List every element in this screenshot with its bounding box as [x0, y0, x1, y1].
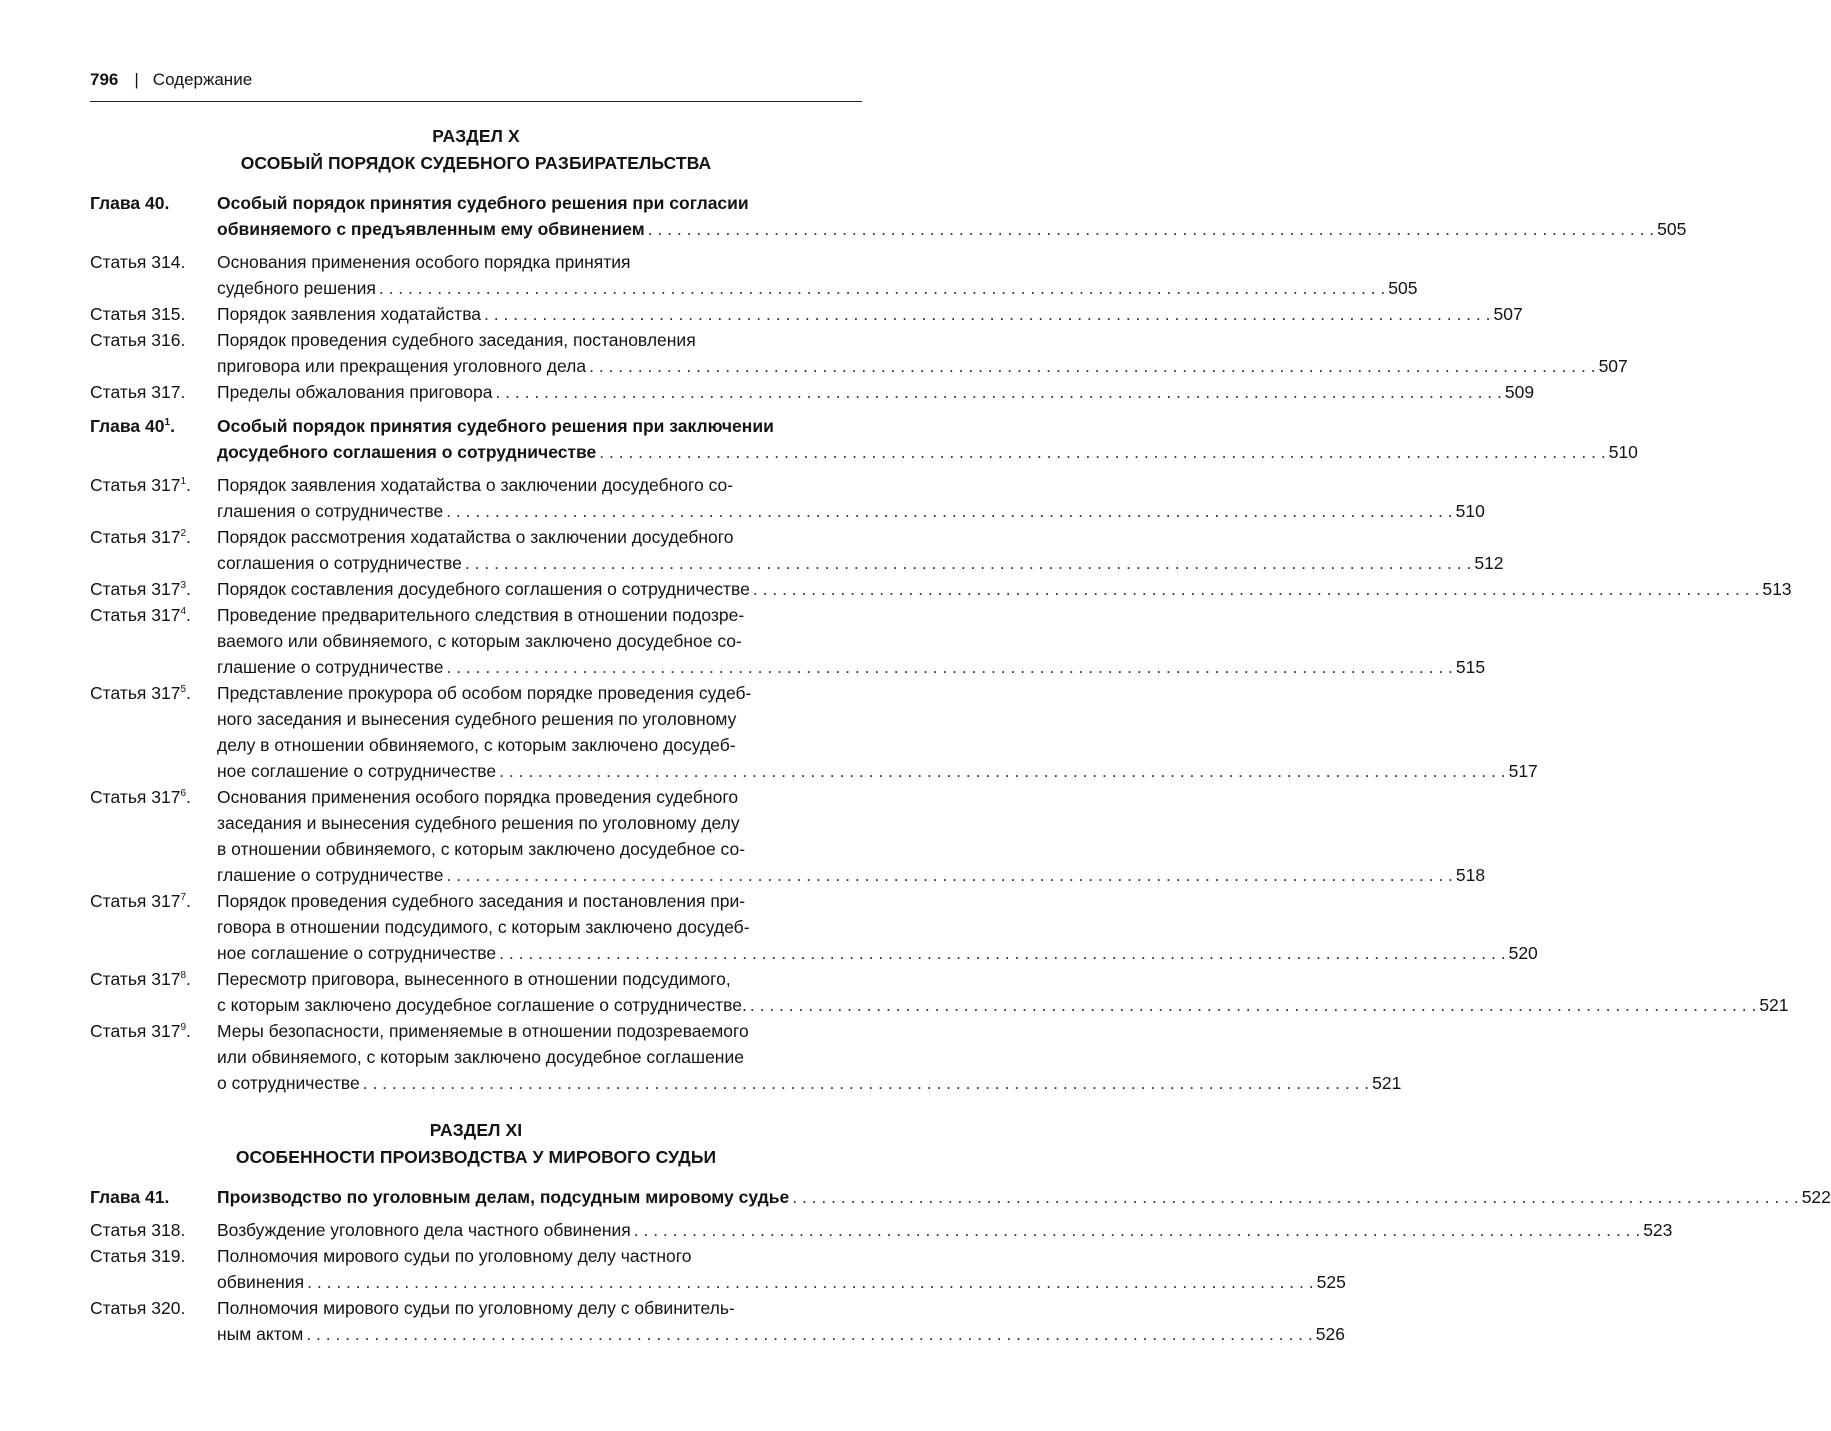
entry-title [217, 327, 1628, 379]
entry-label [90, 1217, 217, 1243]
entry-title [217, 413, 1638, 465]
label-suffix: . [170, 416, 175, 436]
dot-leader [753, 576, 1759, 602]
dot-leader [589, 353, 1595, 379]
title-line [217, 379, 1534, 405]
title-text: в отношении обвиняемого, с которым заключено досудебное со- [217, 839, 746, 859]
title-text: Основания применения особого порядка проведения судебного [217, 787, 739, 807]
entry-title [217, 1217, 1672, 1243]
title-text: Порядок заявления ходатайства о заключении досудебного со- [217, 475, 734, 495]
title-text: досудебного соглашения о сотрудничестве [217, 442, 597, 462]
label-text: Статья 317 [90, 891, 181, 911]
title-text: соглашения о сотрудничестве [217, 553, 462, 573]
title-line [217, 940, 1538, 966]
label-text: Статья 317 [90, 527, 181, 547]
page-ref[interactable]: 517 [1508, 761, 1538, 781]
label-superscript: 5 [180, 684, 187, 695]
label-text: Глава 40. [90, 193, 170, 213]
dot-leader [446, 498, 1452, 524]
dot-leader [446, 654, 1452, 680]
title-line [217, 706, 1538, 732]
title-line [217, 888, 1538, 914]
title-text: Порядок составления досудебного соглашения о сотрудничестве [217, 579, 750, 599]
title-line [217, 472, 1485, 498]
dot-leader [307, 1269, 1313, 1295]
title-text: судебного решения [217, 278, 376, 298]
page-ref[interactable]: 505 [1657, 219, 1687, 239]
toc-chapter[interactable] [90, 190, 1687, 242]
title-line [217, 680, 1538, 706]
label-suffix: . [186, 605, 191, 625]
title-text: обвиняемого с предъявленным ему обвинением [217, 219, 645, 239]
entry-label [90, 1184, 217, 1210]
toc-article[interactable] [90, 379, 1535, 405]
page-ref[interactable]: 521 [1759, 995, 1789, 1015]
title-text: заседания и вынесения судебного решения по уголовному делу [217, 813, 740, 833]
title-text: Возбуждение уголовного дела частного обвинения [217, 1220, 631, 1240]
title-line [217, 1321, 1345, 1347]
entry-title [217, 680, 1538, 784]
entry-label [90, 1295, 217, 1347]
dot-leader [499, 940, 1505, 966]
toc-chapter[interactable] [90, 413, 1638, 465]
label-suffix: . [186, 475, 191, 495]
title-line [217, 810, 1485, 836]
toc-article[interactable] [90, 680, 1538, 784]
title-text: Полномочия мирового судьи по уголовному делу частного [217, 1246, 692, 1266]
title-line [217, 966, 1789, 992]
title-text: Порядок рассмотрения ходатайства о заключении досудебного [217, 527, 734, 547]
title-line [217, 914, 1538, 940]
title-line [217, 836, 1485, 862]
title-line [217, 301, 1523, 327]
entry-title [217, 1018, 1401, 1096]
label-text: Глава 40 [90, 416, 165, 436]
title-text: делу в отношении обвиняемого, с которым заключено досудеб- [217, 735, 736, 755]
title-text: Основания применения особого порядка принятия [217, 252, 631, 272]
title-line [217, 576, 1792, 602]
title-line [217, 550, 1504, 576]
label-text: Статья 317 [90, 1021, 181, 1041]
page-ref[interactable]: 510 [1608, 442, 1638, 462]
label-superscript: 7 [180, 892, 187, 903]
page-ref[interactable]: 518 [1455, 865, 1486, 885]
title-line [217, 498, 1485, 524]
title-line [217, 275, 1418, 301]
title-text: или обвиняемого, с которым заключено досудебное соглашение [217, 1047, 744, 1067]
label-text: Статья 318. [90, 1220, 186, 1240]
page-ref[interactable]: 507 [1598, 356, 1628, 376]
dot-leader [599, 439, 1605, 465]
dot-leader [484, 301, 1490, 327]
title-text: Пересмотр приговора, вынесенного в отношении подсудимого, [217, 969, 731, 989]
label-text: Статья 315. [90, 304, 186, 324]
label-suffix: . [186, 579, 191, 599]
toc-article[interactable] [90, 524, 1504, 576]
table-of-contents [90, 123, 1831, 1347]
label-text: Статья 317 [90, 605, 181, 625]
title-text: Порядок заявления ходатайства [217, 304, 482, 324]
title-line [217, 524, 1504, 550]
label-superscript: 8 [180, 970, 187, 981]
title-text: обвинения [217, 1272, 305, 1292]
title-line [217, 784, 1485, 810]
title-line [217, 327, 1628, 353]
entry-label [90, 301, 217, 327]
page-header [90, 70, 860, 90]
title-line [217, 1295, 1345, 1321]
title-text: Представление прокурора об особом порядке проведения судеб- [217, 683, 752, 703]
title-line [217, 862, 1485, 888]
title-line [217, 1070, 1401, 1096]
section-title: ОСОБЕННОСТИ ПРОИЗВОДСТВА У МИРОВОГО СУДЬИ [235, 1147, 717, 1167]
label-superscript: 6 [180, 788, 187, 799]
entry-label [90, 249, 217, 301]
entry-label [90, 576, 217, 602]
label-superscript: 1 [164, 417, 171, 428]
title-line [217, 249, 1418, 275]
entry-title [217, 576, 1792, 602]
title-line [217, 602, 1485, 628]
page-ref[interactable]: 510 [1455, 501, 1485, 521]
toc-article[interactable] [90, 966, 1789, 1018]
entry-title [217, 1184, 1831, 1210]
title-text: глашение о сотрудничестве [217, 657, 444, 677]
title-text: Производство по уголовным делам, подсудным мировому судье [217, 1187, 790, 1207]
label-text: Статья 314. [90, 252, 186, 272]
title-text: говора в отношении подсудимого, с которым заключено досудеб- [217, 917, 750, 937]
page-number: 796 [90, 70, 119, 89]
label-text: Статья 316. [90, 330, 186, 350]
entry-label [90, 888, 217, 966]
entry-label [90, 1243, 217, 1295]
title-line [217, 628, 1485, 654]
title-text: ное соглашение о сотрудничестве [217, 761, 497, 781]
entry-title [217, 1243, 1346, 1295]
dot-leader [499, 758, 1505, 784]
title-text: ное соглашение о сотрудничестве [217, 943, 497, 963]
title-text: ным актом [217, 1324, 304, 1344]
page-ref[interactable]: 522 [1801, 1187, 1831, 1207]
entry-label [90, 190, 217, 242]
running-title: Содержание [152, 70, 253, 89]
title-line [217, 216, 1686, 242]
entry-title [217, 966, 1789, 1018]
label-text: Статья 317 [90, 579, 181, 599]
title-line [217, 413, 1638, 439]
page-ref[interactable]: 520 [1508, 943, 1538, 963]
title-line [217, 758, 1538, 784]
label-text: Статья 317 [90, 683, 181, 703]
entry-title [217, 524, 1504, 576]
section-heading [90, 123, 862, 177]
dot-leader [648, 216, 1654, 242]
label-superscript: 4 [180, 606, 187, 617]
label-superscript: 1 [180, 476, 187, 487]
entry-label [90, 327, 217, 379]
page-ref[interactable]: 525 [1316, 1272, 1346, 1292]
title-line [217, 1184, 1831, 1210]
dot-leader [379, 275, 1385, 301]
label-suffix: . [186, 787, 191, 807]
title-line [217, 1243, 1346, 1269]
title-text: Особый порядок принятия судебного решения при заключении [217, 416, 774, 436]
entry-title [217, 472, 1485, 524]
section-number: РАЗДЕЛ XI [429, 1120, 523, 1140]
title-text: ваемого или обвиняемого, с которым заключено досудебное со- [217, 631, 742, 651]
toc-article[interactable] [90, 327, 1628, 379]
title-line [217, 1018, 1401, 1044]
dot-leader [792, 1184, 1798, 1210]
title-text: глашения о сотрудничестве [217, 501, 444, 521]
entry-title [217, 784, 1485, 888]
page-ref[interactable]: 509 [1504, 382, 1535, 402]
title-text: Полномочия мирового судьи по уголовному делу с обвинитель- [217, 1298, 735, 1318]
title-line [217, 190, 1686, 216]
entry-title [217, 379, 1534, 405]
entry-label [90, 413, 217, 465]
header-rule [90, 101, 862, 102]
header-separator: | [134, 70, 139, 89]
title-text: Особый порядок принятия судебного решения при согласии [217, 193, 749, 213]
toc-article[interactable] [90, 301, 1523, 327]
dot-leader [634, 1217, 1640, 1243]
toc-article[interactable] [90, 1243, 1346, 1295]
label-suffix: . [186, 527, 191, 547]
page-ref[interactable]: 523 [1643, 1220, 1673, 1240]
title-line [217, 654, 1485, 680]
entry-title [217, 1295, 1345, 1347]
toc-article[interactable] [90, 888, 1538, 966]
title-text: Порядок проведения судебного заседания и постановления при- [217, 891, 746, 911]
entry-label [90, 784, 217, 888]
title-text: глашение о сотрудничестве [217, 865, 444, 885]
toc-article[interactable] [90, 602, 1486, 680]
toc-article[interactable] [90, 249, 1418, 301]
dot-leader [495, 379, 1501, 405]
title-text: с которым заключено досудебное соглашение о сотрудничестве. [217, 995, 747, 1015]
title-line [217, 353, 1628, 379]
entry-label [90, 966, 217, 1018]
label-suffix: . [186, 1021, 191, 1041]
entry-title [217, 301, 1523, 327]
page-ref[interactable]: 507 [1493, 304, 1523, 324]
title-line [217, 992, 1789, 1018]
toc-article[interactable] [90, 1217, 1673, 1243]
label-text: Статья 317 [90, 475, 181, 495]
page-ref[interactable]: 515 [1455, 657, 1486, 677]
title-text: ного заседания и вынесения судебного решения по уголовному [217, 709, 737, 729]
dot-leader [363, 1070, 1369, 1096]
title-line [217, 1044, 1401, 1070]
dot-leader [465, 550, 1471, 576]
section-number: РАЗДЕЛ X [432, 126, 520, 146]
label-superscript: 9 [180, 1022, 187, 1033]
entry-label [90, 602, 217, 680]
label-suffix: . [186, 891, 191, 911]
page-ref[interactable]: 505 [1388, 278, 1418, 298]
toc-article[interactable] [90, 1018, 1402, 1096]
label-text: Статья 317 [90, 969, 181, 989]
title-text: о сотрудничестве [217, 1073, 360, 1093]
toc-article[interactable] [90, 784, 1486, 888]
label-text: Статья 317 [90, 787, 181, 807]
label-superscript: 2 [180, 528, 187, 539]
entry-label [90, 472, 217, 524]
entry-title [217, 190, 1686, 242]
label-text: Статья 320. [90, 1298, 186, 1318]
entry-label [90, 524, 217, 576]
entry-label [90, 1018, 217, 1096]
title-text: Проведение предварительного следствия в отношении подозре- [217, 605, 745, 625]
page-ref[interactable]: 512 [1474, 553, 1504, 573]
entry-label [90, 379, 217, 405]
toc-article[interactable] [90, 576, 1792, 602]
page-ref[interactable]: 513 [1762, 579, 1792, 599]
label-text: Статья 319. [90, 1246, 186, 1266]
toc-article[interactable] [90, 472, 1485, 524]
label-text: Глава 41. [90, 1187, 170, 1207]
entry-label [90, 680, 217, 784]
title-text: Меры безопасности, применяемые в отношении подозреваемого [217, 1021, 749, 1041]
title-text: приговора или прекращения уголовного дела [217, 356, 587, 376]
title-text: Пределы обжалования приговора [217, 382, 493, 402]
page-ref[interactable]: 521 [1372, 1073, 1402, 1093]
title-text: Порядок проведения судебного заседания, постановления [217, 330, 696, 350]
toc-chapter[interactable] [90, 1184, 1831, 1210]
title-line [217, 439, 1638, 465]
title-line [217, 1217, 1672, 1243]
dot-leader [750, 992, 1756, 1018]
dot-leader [306, 1321, 1312, 1347]
label-text: Статья 317. [90, 382, 186, 402]
entry-title [217, 249, 1418, 301]
toc-article[interactable] [90, 1295, 1345, 1347]
entry-title [217, 888, 1538, 966]
section-title: ОСОБЫЙ ПОРЯДОК СУДЕБНОГО РАЗБИРАТЕЛЬСТВА [240, 153, 712, 173]
title-line [217, 1269, 1346, 1295]
label-superscript: 3 [180, 580, 187, 591]
page-ref[interactable]: 526 [1315, 1324, 1345, 1344]
dot-leader [446, 862, 1452, 888]
entry-title [217, 602, 1485, 680]
title-line [217, 732, 1538, 758]
label-suffix: . [186, 683, 191, 703]
label-suffix: . [186, 969, 191, 989]
section-heading [90, 1117, 862, 1171]
